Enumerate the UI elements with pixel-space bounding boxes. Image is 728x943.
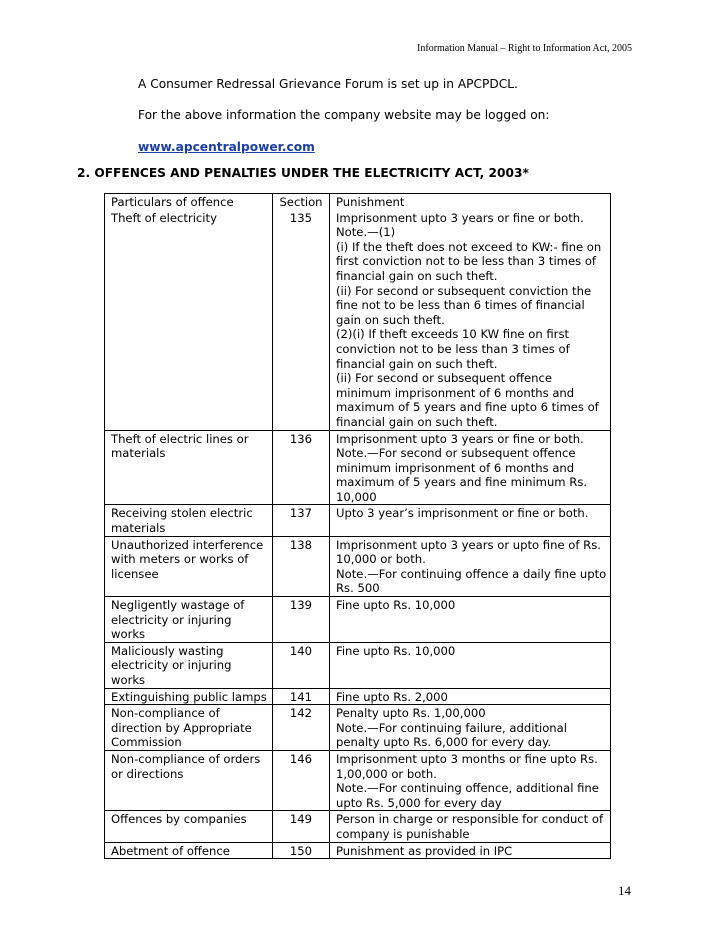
punishment-line: Fine upto Rs. 2,000: [336, 689, 448, 704]
offence-section: 137: [273, 505, 330, 536]
table-row: [105, 688, 611, 705]
offence-punishment: [330, 430, 611, 505]
table-row: [105, 505, 611, 536]
offence-particulars: Non-compliance of orders or directions: [105, 750, 273, 810]
offence-particulars: Negligently wastage of electricity or injuring works: [105, 597, 273, 643]
punishment-line: (2)(i) If theft exceeds 10 KW fine on first conviction not to be less than 3 times of financial gain on such theft.: [336, 327, 570, 371]
section-heading: 2. OFFENCES AND PENALTIES UNDER THE ELECTRICITY ACT, 2003*: [77, 166, 529, 180]
forum-paragraph: A Consumer Redressal Grievance Forum is set up in APCPDCL.: [138, 77, 518, 91]
offence-particulars: Extinguishing public lamps: [105, 688, 273, 705]
punishment-line: (i) If the theft does not exceed to KW:- fine on first conviction not to be less than 3 times of financial gain on such theft.: [336, 239, 602, 283]
offence-section: 150: [273, 842, 330, 859]
page-number: 14: [618, 883, 631, 898]
punishment-line: Note.—For continuing failure, additional penalty upto Rs. 6,000 for every day.: [336, 720, 567, 750]
punishment-line: Note.—(1): [336, 225, 396, 240]
offence-particulars: Receiving stolen electric materials: [105, 505, 273, 536]
website-paragraph: For the above information the company website may be logged on:: [138, 108, 550, 122]
offence-punishment: [330, 811, 611, 842]
offence-section: 138: [273, 536, 330, 596]
offence-punishment: [330, 505, 611, 536]
offence-section: 139: [273, 597, 330, 643]
punishment-line: Person in charge or responsible for conduct of company is punishable: [336, 812, 604, 841]
punishment-line: Fine upto Rs. 10,000: [336, 598, 456, 613]
table-row: [105, 597, 611, 643]
offence-punishment: [330, 597, 611, 643]
punishment-line: Imprisonment upto 3 years or fine or both.: [336, 210, 584, 225]
offence-particulars: Offences by companies: [105, 811, 273, 842]
running-header: Information Manual – Right to Information Act, 2005: [417, 43, 632, 54]
offence-section: 149: [273, 811, 330, 842]
table-row: [105, 536, 611, 596]
offence-section: 146: [273, 750, 330, 810]
offence-punishment: [330, 536, 611, 596]
offence-section: 142: [273, 705, 330, 751]
offence-punishment: [330, 750, 611, 810]
offence-particulars: Non-compliance of direction by Appropriate Commission: [105, 705, 273, 751]
punishment-line: Imprisonment upto 3 years or upto fine of Rs. 10,000 or both.: [336, 537, 601, 567]
punishment-line: Note.—For continuing offence, additional fine upto Rs. 5,000 for every day: [336, 781, 599, 810]
table-row: [105, 811, 611, 842]
table-row: [105, 642, 611, 688]
header-section: Section: [273, 194, 330, 210]
punishment-line: (ii) For second or subsequent conviction the fine not to be less than 6 times of financial gain on such theft.: [336, 283, 592, 327]
punishment-line: Note.—For second or subsequent offence minimum imprisonment of 6 months and maximum of 5 years and fine minimum Rs. 10,000: [336, 446, 588, 504]
website-link[interactable]: www.apcentralpower.com: [138, 140, 315, 154]
table-row: [105, 705, 611, 751]
table-header-row: [105, 194, 611, 210]
table-row: [105, 750, 611, 810]
offence-punishment: [330, 705, 611, 751]
punishment-line: Imprisonment upto 3 months or fine upto Rs. 1,00,000 or both.: [336, 751, 598, 781]
offence-punishment: [330, 642, 611, 688]
punishment-line: Punishment as provided in IPC: [336, 843, 513, 858]
punishment-line: Upto 3 year’s imprisonment or fine or both.: [336, 506, 589, 521]
punishment-line: Note.—For continuing offence a daily fine upto Rs. 500: [336, 566, 607, 596]
offence-section: 136: [273, 430, 330, 505]
offence-punishment: [330, 210, 611, 430]
offence-particulars: Theft of electric lines or materials: [105, 430, 273, 505]
header-punishment: Punishment: [330, 194, 611, 210]
offence-particulars: Theft of electricity: [105, 210, 273, 430]
offence-section: 135: [273, 210, 330, 430]
table-row: [105, 210, 611, 430]
punishment-line: Imprisonment upto 3 years or fine or both.: [336, 431, 584, 446]
punishment-line: Penalty upto Rs. 1,00,000: [336, 706, 486, 721]
offence-section: 141: [273, 688, 330, 705]
offence-particulars: Abetment of offence: [105, 842, 273, 859]
offence-particulars: Unauthorized interference with meters or works of licensee: [105, 536, 273, 596]
table-row: [105, 430, 611, 505]
offences-table: [104, 193, 611, 859]
offence-punishment: [330, 688, 611, 705]
offence-punishment: [330, 842, 611, 859]
punishment-line: (ii) For second or subsequent offence minimum imprisonment of 6 months and maximum of 5 years and fine upto 6 times of financial gain on such theft.: [336, 371, 599, 429]
offence-section: 140: [273, 642, 330, 688]
table-row: [105, 842, 611, 859]
header-particulars: Particulars of offence: [105, 194, 273, 210]
punishment-line: Fine upto Rs. 10,000: [336, 643, 456, 658]
offence-particulars: Maliciously wasting electricity or injuring works: [105, 642, 273, 688]
